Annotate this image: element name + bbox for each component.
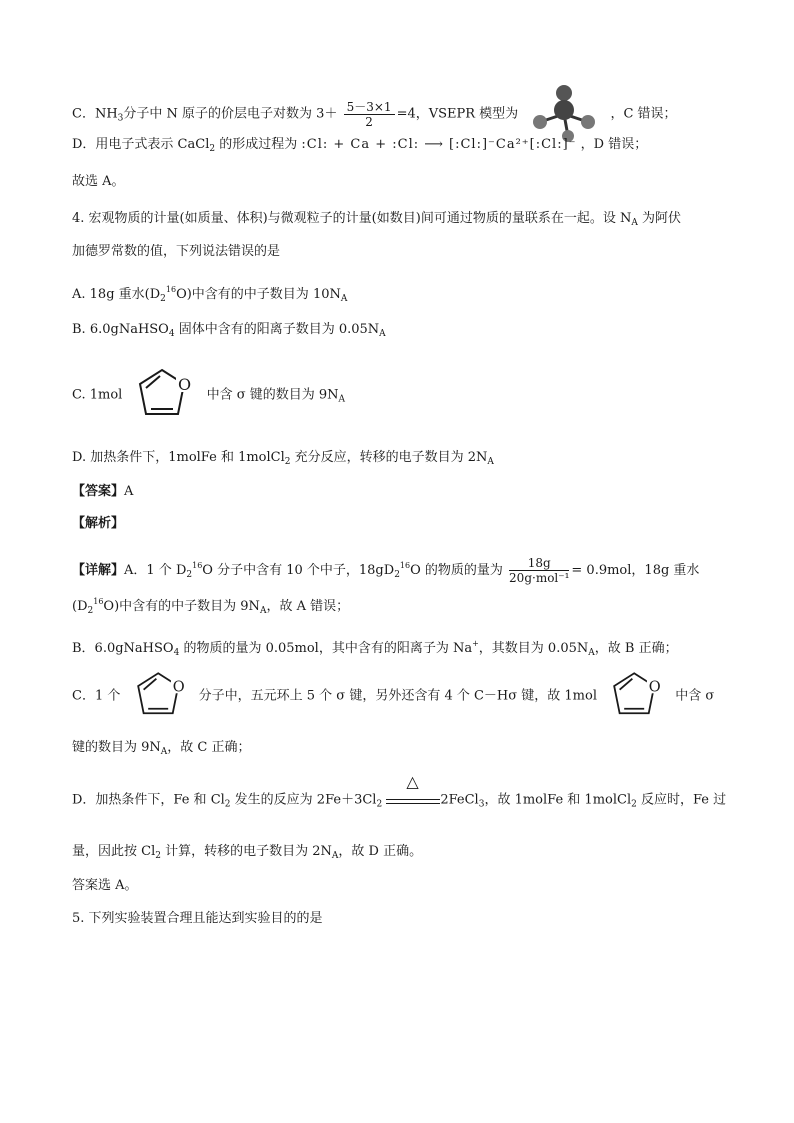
moles-fraction: $\frac{18g}{\text{20g·mol⁻¹}}$ [509,556,570,585]
detail-line-6: D．加热条件下，Fe 和 $Cl_2$ 发生的反应为 $2Fe+3Cl_2$ △ 2FeCl$_3$，故 1molFe 和 1molCl$_2$ 反应时，Fe 过 [72,772,727,810]
analysis-label: 【解析】 [72,516,125,531]
detail-line-5: 键的数目为 $9N_A$，故 C 正确； [72,740,251,757]
q5-stem: 5. 下列实验装置合理且能达到实验目的的是 [72,911,323,926]
furan-structure-icon [601,666,671,726]
q4-option-b: B. 6.0gNaHSO$_4$ 固体中含有的阳离子数目为 $0.05N_A$ [72,322,386,339]
svg-text:O: O [172,679,185,696]
detail-line-1: 【详解】A．1 个 $D_2^{16}O$ 分子中含有 10 个中子，$18gD_2^{16}O$ 的物质的量为 $\frac{18g}{\text{20g·mol⁻¹}}$ = 0.9mol，18g 重水 [72,556,700,585]
answer-choose-a: 答案选 A。 [72,878,138,893]
q4-stem-line2: 加德罗常数的值，下列说法错误的是 [72,244,281,259]
svg-text:O: O [178,375,192,394]
detail-line-4: C．1 个 O 分子中，五元环上 5 个 σ 键，另外还含有 4 个 C－Hσ 键，故 1mol O 中含 σ [72,666,714,726]
svg-text:O: O [648,679,661,696]
heating-condition-arrow: △ [386,790,440,810]
electron-formula: :Cl: + Ca + :Cl: ⟶ [:Cl:]⁻Ca²⁺[:Cl:]⁻ [301,137,577,152]
valence-fraction: $\frac{5-3\times 1}{2}$ [344,100,395,129]
q4-stem-line1: 4. 宏观物质的计量(如质量、体积)与微观粒子的计量(如数目)间可通过物质的量联系在一起。设 $N_A$ 为阿伏 [72,211,681,228]
answer-row: 【答案】A [72,484,134,499]
furan-structure-icon [126,362,202,428]
tetrahedral-model-icon [522,84,606,144]
prev-choose-a: 故选 A。 [72,174,125,189]
q4-option-d: D. 加热条件下，1molFe 和 1molCl$_2$ 充分反应，转移的电子数目为 $2N_A$ [72,450,494,467]
detail-line-3: B．6.0gNaHSO$_4$ 的物质的量为 0.05mol，其中含有的阳离子为 Na+，其数目为 $0.05N_A$，故 B 正确； [72,639,678,658]
detail-line-2: $(D_2^{16}O)$中含有的中子数目为 $9N_A$，故 A 错误； [72,597,350,616]
detail-line-7: 量，因此按 $Cl_2$ 计算，转移的电子数目为 $2N_A$，故 D 正确。 [72,844,423,861]
q4-option-c: C. 1mol O 中含 σ 键的数目为 $9N_A$ [72,362,345,428]
furan-structure-icon [125,666,195,726]
prev-option-c: C．$NH_3$分子中 N 原子的价层电子对数为 3＋ $\frac{5-3\times 1}{2}$ =4，VSEPR 模型为 ，C 错误； [72,84,677,144]
q4-option-a: A. 18g 重水$(D_2^{16}O)$中含有的中子数目为 $10N_A$ [72,285,348,304]
prev-option-d: D．用电子式表示 CaCl$_2$ 的形成过程为 :Cl: + Ca + :Cl: ⟶ [:Cl:]⁻Ca²⁺[:Cl:]⁻ ，D 错误； [72,137,648,154]
